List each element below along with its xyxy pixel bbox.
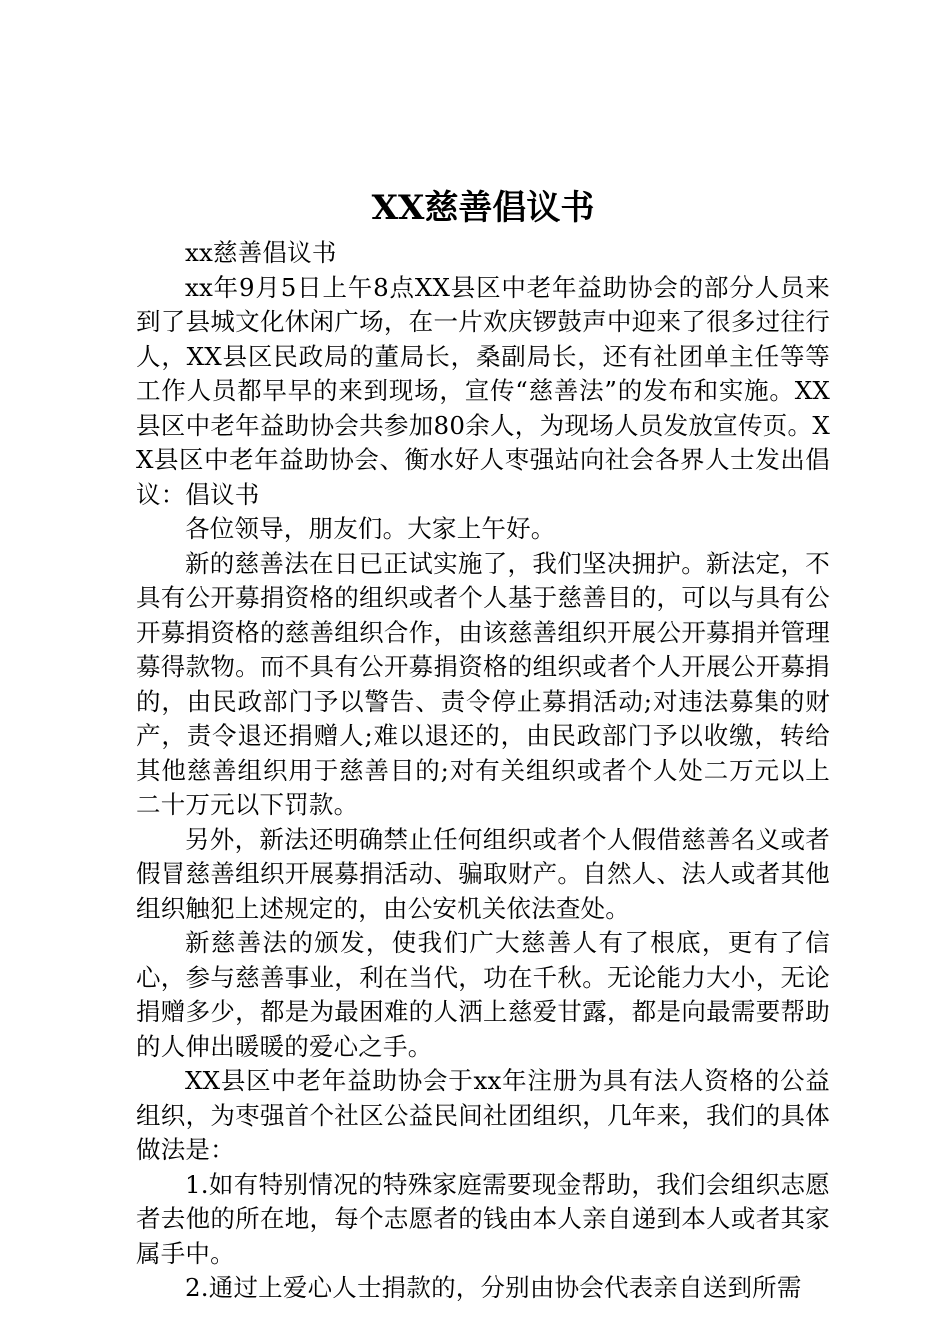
paragraph-event-description: xx年9月5日上午8点XX县区中老年益助协会的部分人员来到了县城文化休闲广场，在一片欢庆锣鼓声中迎来了很多过往行人，XX县区民政局的董局长，桑副局长，还有社团单主任等等工作人员都早早的来到现场，宣传“慈善法”的发布和实施。XX县区中老年益助协会共参加80余人，为现场人员发放宣传页。XX县区中老年益助协会、衡水好人枣强站向社会各界人士发出倡议：倡议书	[136, 272, 830, 509]
paragraph-association: XX县区中老年益助协会于xx年注册为具有法人资格的公益组织，为枣强首个社区公益民间社团组织，几年来，我们的具体做法是：	[136, 1066, 830, 1164]
paragraph-item-1: 1.如有特别情况的特殊家庭需要现金帮助，我们会组织志愿者去他的所在地，每个志愿者的钱由本人亲自递到本人或者其家属手中。	[136, 1169, 830, 1268]
paragraph-item-2: 2.通过上爱心人士捐款的，分别由协会代表亲自送到所需	[185, 1273, 802, 1302]
document-body	[136, 236, 830, 1306]
paragraph-prohibition: 另外，新法还明确禁止任何组织或者个人假借慈善名义或者假冒慈善组织开展募捐活动、骗取财产。自然人、法人或者其他组织触犯上述规定的，由公安机关依法查处。	[136, 824, 830, 923]
paragraph-subtitle: xx慈善倡议书	[185, 238, 337, 267]
paragraph-new-law: 新的慈善法在日已正试实施了，我们坚决拥护。新法定，不具有公开募捐资格的组织或者个人基于慈善目的，可以与具有公开募捐资格的慈善组织合作，由该慈善组织开展公开募捐并管理募得款物。而不具有公开募捐资格的组织或者个人开展公开募捐的，由民政部门予以警告、责令停止募捐活动;对违法募集的财产，责令退还捐赠人;难以退还的，由民政部门予以收缴，转给其他慈善组织用于慈善目的;对有关组织或者个人处二万元以上二十万元以下罚款。	[136, 548, 830, 819]
document-title: XX慈善倡议书	[371, 188, 595, 228]
document-page	[136, 0, 830, 1344]
paragraph-confidence: 新慈善法的颁发，使我们广大慈善人有了根底，更有了信心，参与慈善事业，利在当代，功在千秋。无论能力大小，无论捐赠多少，都是为最困难的人洒上慈爱甘露，都是向最需要帮助的人伸出暖暖的爱心之手。	[136, 928, 830, 1061]
paragraph-greeting: 各位领导，朋友们。大家上午好。	[185, 514, 556, 543]
